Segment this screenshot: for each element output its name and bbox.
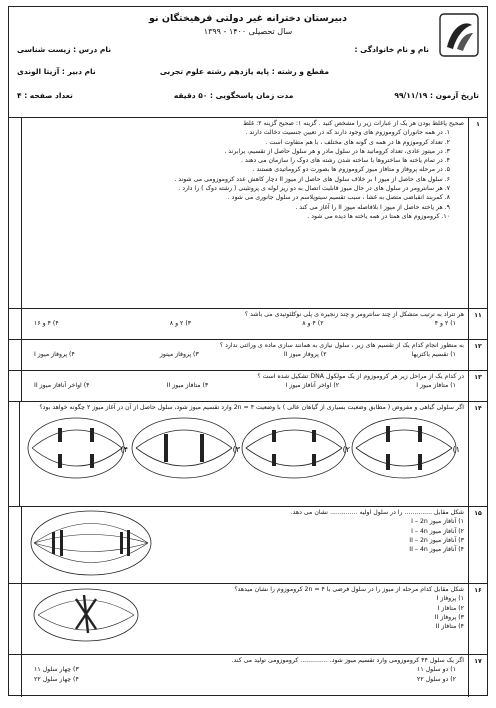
question-number: ۱۴: [468, 402, 487, 506]
option-3[interactable]: ۳) پروفاز میتوز: [159, 351, 199, 359]
question-17: [9, 655, 487, 697]
statement-item: ۱۰. کروموزوم های همتا در همه یاخته ها دیده می شود .: [307, 212, 450, 220]
school-year: سال تحصیلی ۱۴۰۰ - ۱۳۹۹: [203, 27, 293, 36]
statement-list: [26, 128, 464, 221]
statement-item: ۷. هر سانترومر در سلول های در حال میوز قابلیت اتصال به دو ریز لوله ی پروتئینی ( رشته دوک ) را دارد .: [178, 185, 450, 193]
question-15: [9, 507, 487, 584]
option-2[interactable]: ۲) پروفاز میوز II: [283, 351, 327, 359]
option-2[interactable]: ۲) ۴ و ۸: [302, 320, 324, 328]
exam-date: تاریخ آزمون : ۹۹/۱۱/۱۹: [394, 91, 479, 100]
figure-label-1: ۱): [452, 445, 460, 455]
question-12: [9, 340, 487, 371]
statement-item: ۴. در تمام یاخته ها ساختروها با ساخته شدن رشته های دوک را سازمان می دهند .: [241, 157, 450, 165]
option-2[interactable]: ۲) آنافاز میوز I – 4n: [411, 527, 464, 535]
question-number: ۱۲: [468, 340, 487, 370]
page-count: تعداد صفحه : ۴: [17, 91, 73, 100]
question-16: [9, 584, 487, 655]
option-1[interactable]: ۱) آنافاز میوز I – 2n: [411, 518, 464, 526]
school-name: دبیرستان دخترانه غیر دولتی فرهیختگان نو: [149, 13, 347, 24]
option-4[interactable]: ۴) اواخر آنافاز میوز II: [34, 382, 90, 390]
statement-item: ۲. تعداد کروموزوم ها در همه ی گونه های مختلف ، با هم متفاوت است .: [265, 138, 450, 146]
option-1[interactable]: ۱) متافاز میوز I: [416, 382, 456, 390]
figure-label-4: ۴): [120, 445, 128, 455]
option-1[interactable]: ۱) ۲ و ۴: [434, 320, 456, 328]
exam-header: [9, 7, 487, 118]
teacher-label: نام دبیر : آزیتا الوندی: [17, 67, 96, 76]
question-13: [9, 371, 487, 402]
course-label: نام درس : زیست شناسی: [17, 45, 112, 54]
option-2[interactable]: ۲) متافاز I: [437, 604, 464, 612]
statement-item: ۸. کمربند انقباضی متصل به غشا ، سبب تقسیم سیتوپلاسم در سلول جانوری می شود .: [227, 194, 450, 202]
question-text: به منظور انجام کدام یک از تقسیم های زیر ، سلول نیازی به همانند سازی ماده ی وراثتی ندارد ؟: [219, 342, 464, 349]
question-number: ۱: [468, 118, 487, 308]
question-text: شکل مقابل کدام مرحله از میوز را در سلول فرضی با 2n = ۴ کروموزوم را نشان میدهد؟: [234, 586, 464, 593]
question-number: ۱۵: [468, 507, 487, 583]
option-4[interactable]: ۴) متافاز II: [435, 623, 464, 631]
option-3[interactable]: ۳) آنافاز میوز II – 2n: [409, 536, 464, 544]
statement-item: ۱. در همه جانوران کروموزوم های وجود دارند که در تعیین جنسیت دخالت دارند .: [245, 129, 450, 137]
meiosis-cells-figure: [24, 412, 464, 484]
option-1[interactable]: ۱) دو سلول ۱۱: [417, 666, 456, 674]
metaphase-cell-figure: [26, 585, 146, 643]
question-text: شکل مقابل .............. را در سلول اولیه .............. نشان می دهد.: [290, 509, 464, 516]
option-4[interactable]: ۴) ۴ و ۱۶: [34, 320, 59, 328]
question-11: [9, 309, 487, 340]
question-text: اگر سلولی گیاهی و مفروض ( مطابق وضعیت بسیاری از گیاهان عالی ) با وضعیت ۴ = 2n وارد تقسیم میوز شود، سلول حاصل از آن در آغاز میوز ۲ چگونه خواهد بود؟: [39, 404, 464, 411]
question-text: اگر یک سلول ۴۴ کروموزومی وارد تقسیم میوز شود. .............. کروموزومی تولید می کند.: [231, 657, 464, 664]
exam-page: [8, 6, 488, 696]
statement-item: ۹. هر یاخته حاصل از میوز I بلافاصله میوز II را آغاز می کند .: [295, 203, 450, 211]
option-1[interactable]: ۱) پروفاز I: [436, 595, 464, 603]
option-4[interactable]: ۴) چهار سلول ۲۲: [34, 675, 79, 683]
option-2[interactable]: ۲) دو سلول ۲۲: [417, 675, 456, 683]
statement-item: ۳. در میتوز عادی، تعداد کروماتید ها در سلول مادر و هر سلول حاصل از تقسیم، برابرند .: [224, 147, 450, 155]
question-number: ۱۳: [468, 371, 487, 401]
option-3[interactable]: ۳) پروفاز II: [434, 613, 464, 621]
question-number: ۱۶: [468, 584, 487, 654]
anaphase-cell-figure: [26, 508, 156, 578]
student-name-label: نام و نام خانوادگی :: [354, 45, 429, 54]
question-text: هر تتراد به ترتیب متشکل از چند سانترومر و چند زنجیره ی پلی نوکلئوتیدی می باشد ؟: [244, 311, 464, 318]
option-3[interactable]: ۳) متافاز میوز II: [166, 382, 209, 390]
exam-duration: مدت زمان پاسخگویی : ۵۰ دقیقه: [173, 91, 294, 100]
grade-label: مقطع و رشته : پایه یازدهم رشته علوم تجربی: [159, 67, 329, 76]
option-4[interactable]: ۴) پروفاز میوز I: [34, 351, 75, 359]
option-3[interactable]: ۳) چهار سلول ۱۱: [34, 666, 79, 674]
option-1[interactable]: ۱) تقسیم باکتریها: [411, 351, 456, 359]
question-14: [9, 402, 487, 507]
question-number: ۱۱: [468, 309, 487, 339]
figure-label-2: ۲): [342, 445, 350, 455]
question-text: در کدام یک از مراحل زیر هر کروموزوم از یک مولکول DNA تشکیل شده است ؟: [257, 373, 464, 380]
option-4[interactable]: ۴) آنافاز میوز II – 4n: [409, 546, 464, 554]
option-3[interactable]: ۳) ۲ و ۸: [169, 320, 192, 328]
statement-item: ۶. سلول های حاصل از میوز I بر خلاف سلول های حاصل از میوز II دچار کاهش عدد کروموزومی می شوند .: [174, 175, 450, 183]
option-2[interactable]: ۲) اواخر آنافاز میوز I: [285, 382, 340, 390]
question-number: ۱۷: [468, 655, 487, 697]
question-1: [9, 118, 487, 309]
statement-item: ۵. در مرحله پروفاز و متافاز میوز کروموزوم ها بصورت دو کروماتیدی هستند .: [252, 166, 450, 174]
figure-label-3: ۳): [232, 445, 240, 455]
question-text: صحیح یاغلط بودن هر یک از عبارات زیر را مشخص کنید . گزینه ۱: صحیح گزینه ۲: غلط: [243, 120, 464, 127]
